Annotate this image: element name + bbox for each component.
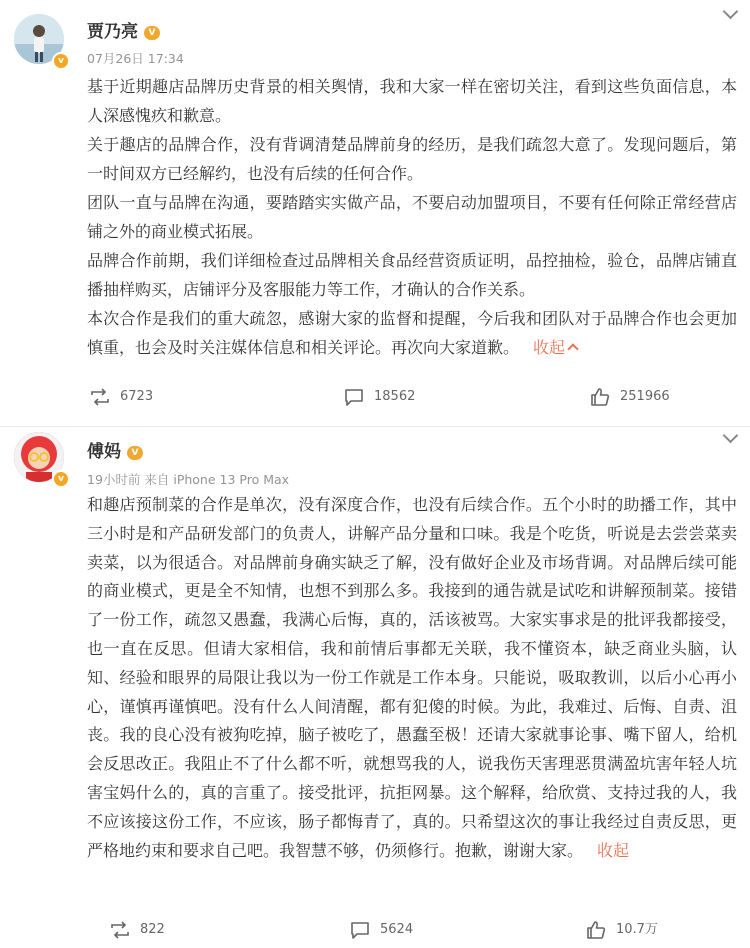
collapse-link[interactable] bbox=[533, 338, 577, 357]
thumbs-up-icon bbox=[590, 387, 610, 407]
vip-icon: V bbox=[127, 446, 143, 460]
post-paragraph: 团队一直与品牌在沟通，要踏踏实实做产品，不要启动加盟项目，不要有任何除正常经营店铺之外的商业模式拓展。 bbox=[87, 193, 737, 241]
chevron-down-icon[interactable] bbox=[723, 4, 739, 20]
comment-button[interactable] bbox=[344, 382, 415, 412]
like-count: 251966 bbox=[620, 389, 670, 404]
post-meta: 19小时前 来自 iPhone 13 Pro Max bbox=[87, 472, 290, 487]
post-paragraph-last bbox=[87, 304, 737, 362]
action-bar bbox=[0, 915, 750, 945]
post-body bbox=[87, 72, 737, 362]
verified-badge-icon: v bbox=[52, 470, 70, 488]
post-body bbox=[87, 491, 737, 865]
weibo-post-1 bbox=[0, 0, 750, 426]
chevron-up-icon bbox=[567, 343, 578, 354]
post-paragraph bbox=[87, 491, 737, 865]
repost-button[interactable] bbox=[110, 915, 165, 945]
chevron-down-icon[interactable] bbox=[723, 428, 739, 444]
collapse-link[interactable] bbox=[597, 841, 629, 860]
post-paragraph-text: 本次合作是我们的重大疏忽，感谢大家的监督和提醒，今后我和团队对于品牌合作也会更加慎重，也会及时关注媒体信息和相关评论。再次向大家道歉。 bbox=[87, 309, 737, 357]
comment-button[interactable] bbox=[350, 915, 413, 945]
repost-count: 822 bbox=[140, 922, 165, 937]
comment-icon bbox=[344, 388, 364, 407]
post-paragraph: 基于近期趣店品牌历史背景的相关舆情，我和大家一样在密切关注，看到这些负面信息，本人深感愧疚和歉意。 bbox=[87, 77, 737, 125]
vip-icon: V bbox=[144, 26, 160, 40]
author-name[interactable] bbox=[87, 437, 143, 462]
repost-count: 6723 bbox=[120, 389, 154, 404]
weibo-post-2 bbox=[0, 426, 750, 948]
repost-icon bbox=[110, 921, 130, 939]
comment-count: 18562 bbox=[374, 389, 416, 404]
action-bar bbox=[0, 382, 750, 412]
post-paragraph: 品牌合作前期，我们详细检查过品牌相关食品经营资质证明，品控抽检，验仓，品牌店铺直播抽样购买，店铺评分及客服能力等工作，才确认的合作关系。 bbox=[87, 251, 737, 299]
comment-icon bbox=[350, 921, 370, 940]
author-name[interactable] bbox=[87, 17, 160, 42]
collapse-label[interactable]: 收起 bbox=[533, 338, 566, 357]
post-meta: 07月26日 17:34 bbox=[87, 51, 184, 66]
like-button[interactable] bbox=[590, 382, 670, 412]
collapse-label[interactable]: 收起 bbox=[597, 840, 630, 860]
like-count: 10.7万 bbox=[616, 922, 658, 937]
thumbs-up-icon bbox=[586, 920, 606, 940]
comment-count: 5624 bbox=[380, 922, 414, 937]
author-name-text[interactable]: 贾乃亮 bbox=[87, 22, 138, 42]
post-paragraph-text: 和趣店预制菜的合作是单次，没有深度合作，也没有后续合作。五个小时的助播工作，其中三小时是和产品研发部门的负责人，讲解产品分量和口味。我是个吃货，听说是去尝尝菜卖卖菜，以为很适合。对品牌前身确实缺乏了解，没有做好企业及市场背调。对品牌后续可能的商业模式，更是全不知情，也想不到那么多。我接到的通告就是试吃和讲解预制菜。接错了一份工作，疏忽又愚蠢，我满心后悔，真的，活该被骂。大家实事求是的批评我都接受，也一直在反思。但请大家相信，我和前情后事都无关联，我不懂资本，缺乏商业头脑，认知、经验和眼界的局限让我以为一份工作就是工作本身。只能说，吸取教训，以后小心再小心，谨慎再谨慎吧。没有什么人间清醒，都有犯傻的时候。为此，我难过、后悔、自责、沮丧。我的良心没有被狗吃掉，脑子被吃了，愚蠢至极！还请大家就事论事、嘴下留人，给机会反思改正。我阻止不了什么都不听，就想骂我的人，说我伤天害理恶贯满盈坑害年轻人坑害宝妈什么的，真的言重了。接受批评，抗拒网暴。这个解释，给欣赏、支持过我的人，我不应该接这份工作，不应该，肠子都悔青了，真的。只希望这次的事让我经过自责反思，更严格地约束和要求自己吧。我智慧不够，仍须修行。抱歉，谢谢大家。 bbox=[87, 495, 737, 860]
repost-button[interactable] bbox=[90, 382, 153, 412]
post-paragraph: 关于趣店的品牌合作，没有背调清楚品牌前身的经历，是我们疏忽大意了。发现问题后，第一时间双方已经解约，也没有后续的任何合作。 bbox=[87, 135, 737, 183]
repost-icon bbox=[90, 388, 110, 406]
author-name-text[interactable]: 傅妈 bbox=[87, 442, 121, 462]
verified-badge-icon: v bbox=[52, 52, 70, 70]
like-button[interactable] bbox=[586, 915, 658, 945]
